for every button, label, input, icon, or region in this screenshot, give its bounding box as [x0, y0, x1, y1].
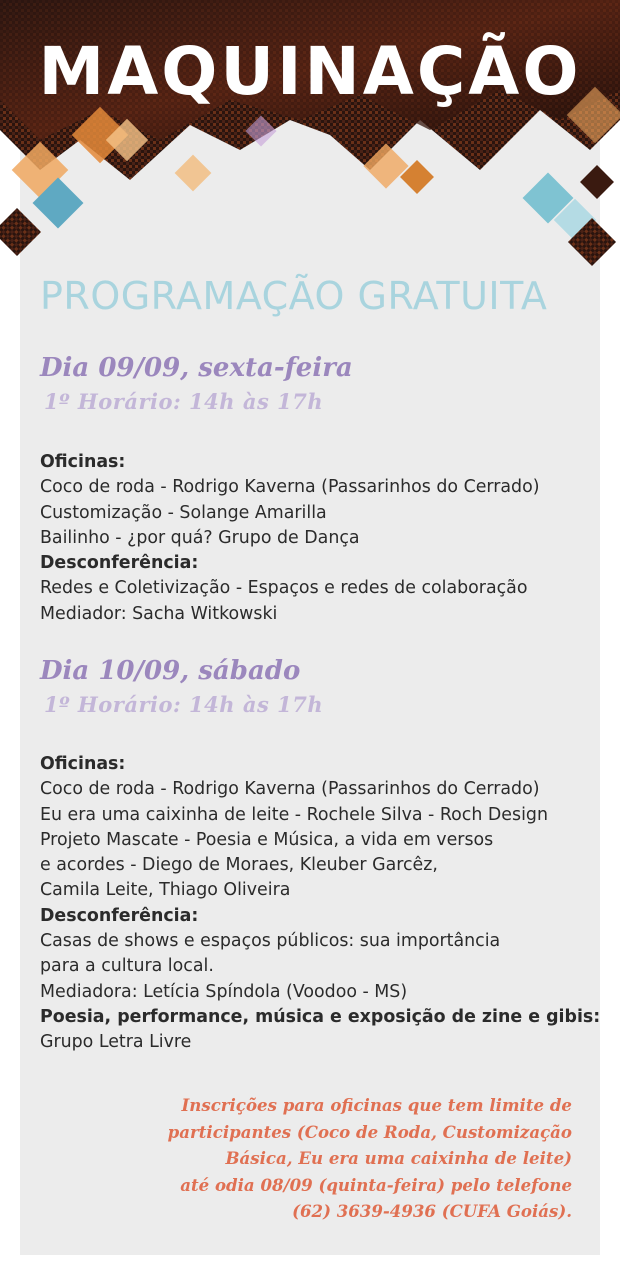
program-line: Coco de roda - Rodrigo Kaverna (Passarinhos do Cerrado) — [40, 477, 540, 498]
program-line: Redes e Coletivização - Espaços e redes de colaboração — [40, 578, 528, 599]
section-label: Oficinas: — [40, 754, 126, 774]
program-line: Projeto Mascate - Poesia e Música, a vida em versos — [40, 829, 494, 850]
program-line: Casas de shows e espaços públicos: sua importância — [40, 931, 501, 952]
program-line: Bailinho - ¿por quá? Grupo de Dança — [40, 527, 360, 548]
day-1-program — [40, 450, 600, 627]
program-line: e acordes - Diego de Moraes, Kleuber Garcêz, — [40, 855, 438, 876]
note-line: Inscrições para oficinas que tem limite de — [181, 1095, 572, 1115]
section-label: Oficinas: — [40, 452, 126, 472]
section-label: Poesia, performance, música e exposição de zine e gibis: — [40, 1006, 601, 1027]
note-line: Básica, Eu era uma caixinha de leite) — [225, 1148, 572, 1168]
program-line: Camila Leite, Thiago Oliveira — [40, 880, 291, 901]
note-line: participantes (Coco de Roda, Customização — [167, 1121, 572, 1142]
registration-note — [72, 1092, 572, 1225]
day-2-program — [40, 752, 600, 1056]
page-title: MAQUINAÇÃO — [38, 33, 582, 110]
program-line: Mediador: Sacha Witkowski — [40, 603, 278, 624]
section-label: Desconferência: — [40, 553, 199, 574]
day-2-heading: Dia 10/09, sábado — [40, 656, 301, 686]
program-heading: PROGRAMAÇÃO GRATUITA — [40, 274, 548, 318]
day-2-time: 1º Horário: 14h às 17h — [44, 692, 324, 717]
note-line: até odia 08/09 (quinta-feira) pelo telefone — [180, 1174, 572, 1195]
day-1-heading: Dia 09/09, sexta-feira — [40, 353, 353, 383]
program-line: para a cultura local. — [40, 956, 214, 977]
day-1-time: 1º Horário: 14h às 17h — [44, 389, 324, 414]
program-line: Grupo Letra Livre — [40, 1032, 192, 1053]
section-label: Desconferência: — [40, 905, 199, 926]
note-line: (62) 3639-4936 (CUFA Goiás). — [292, 1201, 572, 1221]
program-line: Customização - Solange Amarilla — [40, 502, 327, 523]
program-line: Mediadora: Letícia Spíndola (Voodoo - MS) — [40, 981, 408, 1002]
program-line: Coco de roda - Rodrigo Kaverna (Passarinhos do Cerrado) — [40, 779, 540, 800]
program-line: Eu era uma caixinha de leite - Rochele Silva - Roch Design — [40, 804, 548, 825]
